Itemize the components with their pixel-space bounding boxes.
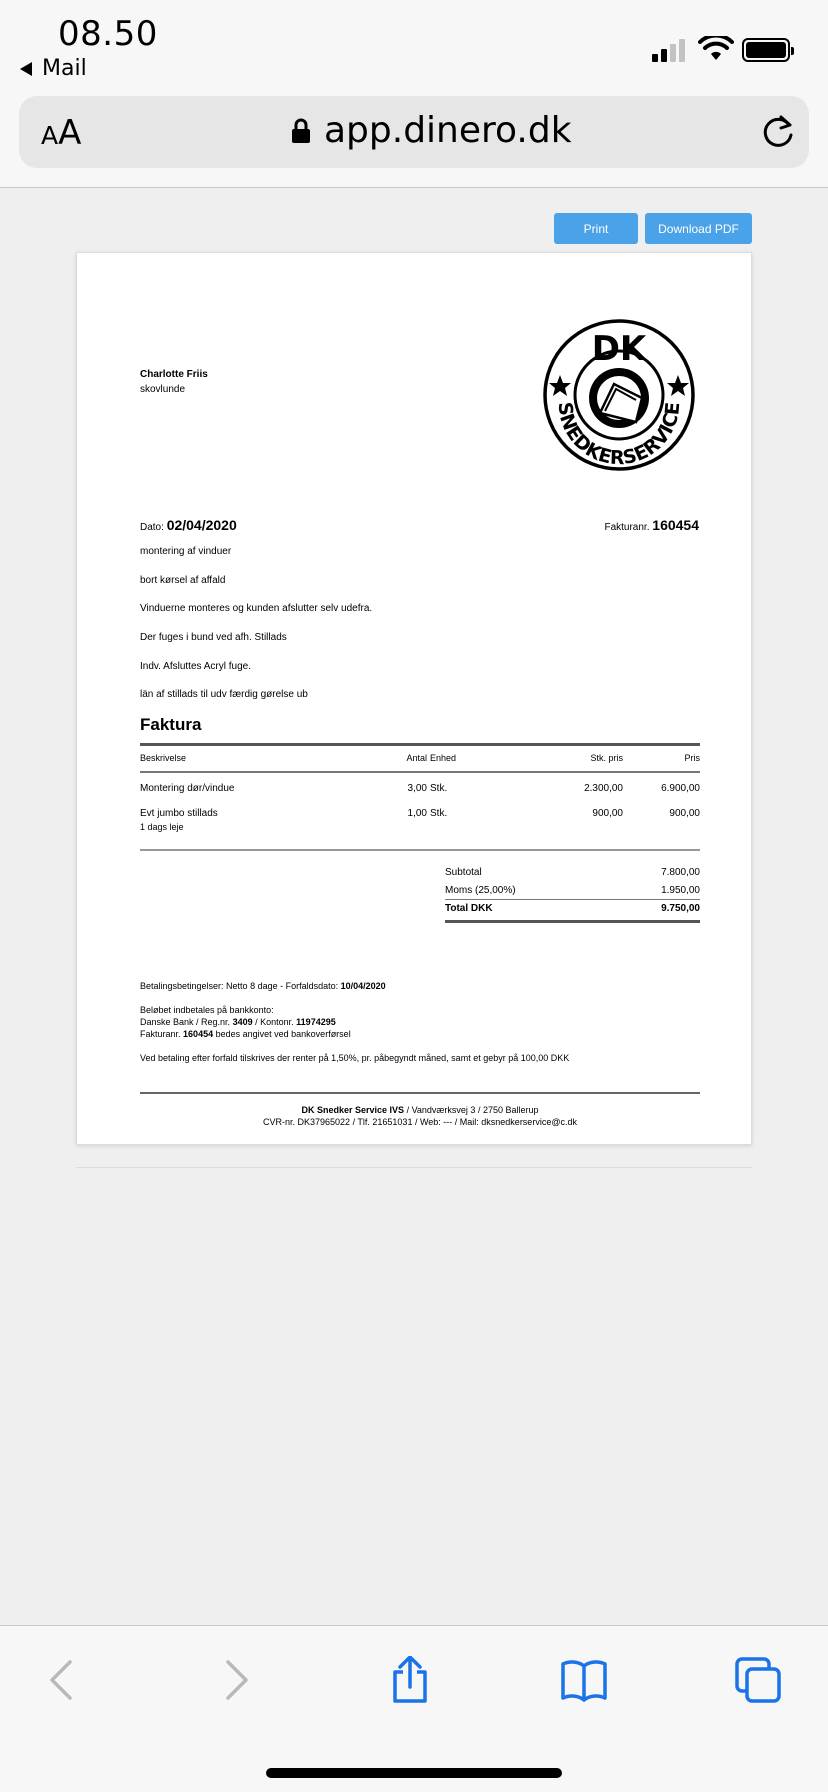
invoice-number — [604, 517, 699, 534]
footer-contact: CVR-nr. DK37965022 / Tlf. 21651031 / Web: --- / Mail: dksnedkerservice@c.dk — [263, 1117, 577, 1127]
footer-rule — [140, 1092, 700, 1094]
invoice-no-value: 160454 — [652, 517, 699, 533]
invoice-note: Vinduerne monteres og kunden afslutter selv udefra. — [140, 603, 373, 614]
invoice-note: Der fuges i bund ved afh. Stillads — [140, 632, 287, 643]
browser-header — [0, 0, 828, 188]
date-label: Dato: — [140, 522, 164, 533]
text-size-button[interactable]: AA — [41, 113, 82, 153]
logo-text-bottom: SNEDKERSERVICE — [553, 401, 685, 470]
vat-value: 1.950,00 — [661, 885, 700, 896]
row-unit-price: 2.300,00 — [584, 783, 623, 794]
browser-toolbar — [0, 1625, 828, 1792]
download-pdf-button[interactable]: Download PDF — [645, 213, 752, 244]
battery-icon — [742, 38, 790, 62]
col-header-price: Pris — [684, 753, 700, 763]
back-app-label: Mail — [42, 56, 87, 81]
subtotal-label: Subtotal — [445, 867, 482, 878]
company-logo — [542, 318, 696, 472]
invoice-date — [140, 517, 237, 534]
footer-address: / Vandværksvej 3 / 2750 Ballerup — [406, 1105, 539, 1115]
account-prefix: / Kontonr. — [255, 1017, 294, 1027]
address-bar[interactable] — [19, 96, 809, 168]
lock-icon — [291, 118, 311, 144]
date-value: 02/04/2020 — [166, 517, 237, 533]
back-icon[interactable] — [38, 1656, 86, 1704]
footer-company-name: DK Snedker Service IVS — [301, 1105, 405, 1115]
row-unit: Stk. — [430, 808, 448, 819]
col-header-unit: Enhed — [430, 753, 457, 763]
status-time: 08.50 — [58, 14, 158, 54]
table-bottom-rule — [140, 849, 700, 851]
row-price: 6.900,00 — [661, 783, 700, 794]
back-triangle-icon — [20, 62, 32, 76]
back-to-mail-button[interactable] — [20, 56, 87, 81]
page-end-divider — [76, 1167, 752, 1168]
invoice-no-label: Fakturanr. — [604, 522, 650, 533]
invoice-note: montering af vinduer — [140, 546, 232, 557]
row-qty: 3,00 — [407, 783, 427, 794]
home-indicator — [266, 1768, 562, 1778]
invoice-note: Indv. Afsluttes Acryl fuge. — [140, 661, 251, 672]
subtotal-value: 7.800,00 — [661, 867, 700, 878]
invoice-document — [76, 252, 752, 1145]
account-no: 11974295 — [296, 1017, 336, 1027]
vat-label: Moms (25,00%) — [445, 885, 516, 896]
ref-no: 160454 — [183, 1029, 214, 1039]
table-top-rule — [140, 743, 700, 746]
totals-rule — [445, 899, 700, 900]
payment-terms — [140, 981, 386, 992]
total-double-rule — [445, 920, 700, 923]
forward-icon[interactable] — [212, 1656, 260, 1704]
customer-name: Charlotte Friis — [140, 369, 208, 380]
tabs-icon[interactable] — [734, 1656, 782, 1704]
row-price: 900,00 — [669, 808, 700, 819]
share-icon[interactable] — [386, 1656, 434, 1704]
url-text[interactable]: app.dinero.dk — [324, 110, 572, 151]
total-label: Total DKK — [445, 903, 493, 914]
late-fee-text: Ved betaling efter forfald tilskrives der renter på 1,50%, pr. påbegyndt måned, samt et gebyr på 100,00 DKK — [140, 1053, 570, 1063]
col-header-unit-price: Stk. pris — [590, 753, 623, 763]
footer-company — [140, 1105, 700, 1116]
ref-suffix: bedes angivet ved bankoverførsel — [215, 1029, 351, 1039]
invoice-heading: Faktura — [140, 715, 202, 734]
total-value: 9.750,00 — [661, 903, 700, 914]
bank-intro: Beløbet indbetales på bankkonto: — [140, 1005, 274, 1015]
print-button[interactable]: Print — [554, 213, 638, 244]
row-qty: 1,00 — [407, 808, 427, 819]
header-rule — [140, 771, 700, 773]
customer-city: skovlunde — [140, 384, 186, 395]
payment-reference — [140, 1029, 351, 1040]
bank-prefix: Danske Bank / Reg.nr. — [140, 1017, 231, 1027]
bank-details — [140, 1017, 336, 1028]
ref-prefix: Fakturanr. — [140, 1029, 181, 1039]
reg-no: 3409 — [232, 1017, 253, 1027]
row-description: Evt jumbo stillads — [140, 808, 218, 819]
payment-terms-text: Betalingsbetingelser: Netto 8 dage - Forfaldsdato: — [140, 981, 339, 991]
col-header-qty: Antal — [406, 753, 427, 763]
logo-text-top: DK — [591, 329, 647, 369]
row-subdescription: 1 dags leje — [140, 822, 184, 832]
invoice-note: län af stillads til udv færdig gørelse ub — [140, 689, 308, 700]
row-unit-price: 900,00 — [592, 808, 623, 819]
row-unit: Stk. — [430, 783, 448, 794]
col-header-description: Beskrivelse — [140, 753, 187, 763]
invoice-note: bort kørsel af affald — [140, 575, 226, 586]
wifi-icon — [698, 36, 734, 62]
cellular-signal-icon — [652, 38, 685, 62]
row-description: Montering dør/vindue — [140, 783, 235, 794]
due-date: 10/04/2020 — [340, 981, 386, 991]
bookmarks-icon[interactable] — [560, 1656, 608, 1704]
reload-icon[interactable] — [759, 113, 797, 151]
